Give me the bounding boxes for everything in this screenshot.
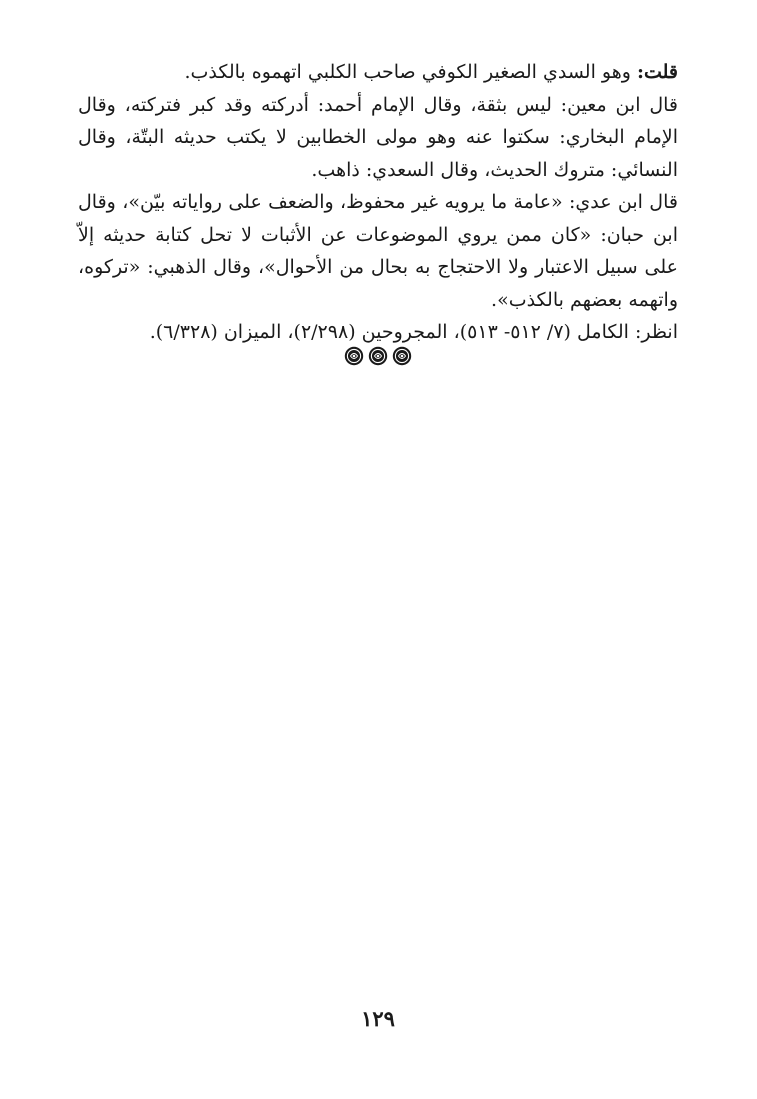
page-number: ١٢٩ <box>361 1006 395 1031</box>
main-text <box>78 56 678 349</box>
ibn-maeen-text: قال ابن معين: ليس بثقة، وقال الإمام أحمد: أدركته وقد كبر فتركته، وقال الإمام البخاري: سكتوا عنه وهو مولى الخطابين لا يكتب حديثه البتّة، وقال النسائي: متروك الحديث، وقال السعدي: ذاهب. <box>78 93 678 181</box>
section-divider <box>78 346 678 366</box>
paragraph-note <box>78 56 678 89</box>
ornament-icon <box>392 346 412 366</box>
references-text: انظر: الكامل (٧/ ٥١٢- ٥١٣)، المجروحين (٢/٢٩٨)، الميزان (٦/٣٢٨). <box>149 321 678 343</box>
paragraph-ibn-maeen <box>78 89 678 187</box>
ibn-adi-text: قال ابن عدي: «عامة ما يرويه غير محفوظ، والضعف على رواياته بيّن»، وقال ابن حبان: «كان ممن يروي الموضوعات عن الأثبات لا تحل كتابة حديثه إلاّ على سبيل الاعتبار ولا الاحتجاج به بحال من الأحوال»، وقال الذهبي: «تركوه، واتهمه بعضهم بالكذب». <box>78 191 678 311</box>
book-page <box>78 56 678 1056</box>
paragraph-ibn-adi <box>78 186 678 316</box>
note-lead: قلت: <box>636 61 678 83</box>
paragraph-references <box>78 316 678 349</box>
ornament-icon <box>368 346 388 366</box>
ornament-icon <box>344 346 364 366</box>
note-text: وهو السدي الصغير الكوفي صاحب الكلبي اتهموه بالكذب. <box>184 61 637 83</box>
